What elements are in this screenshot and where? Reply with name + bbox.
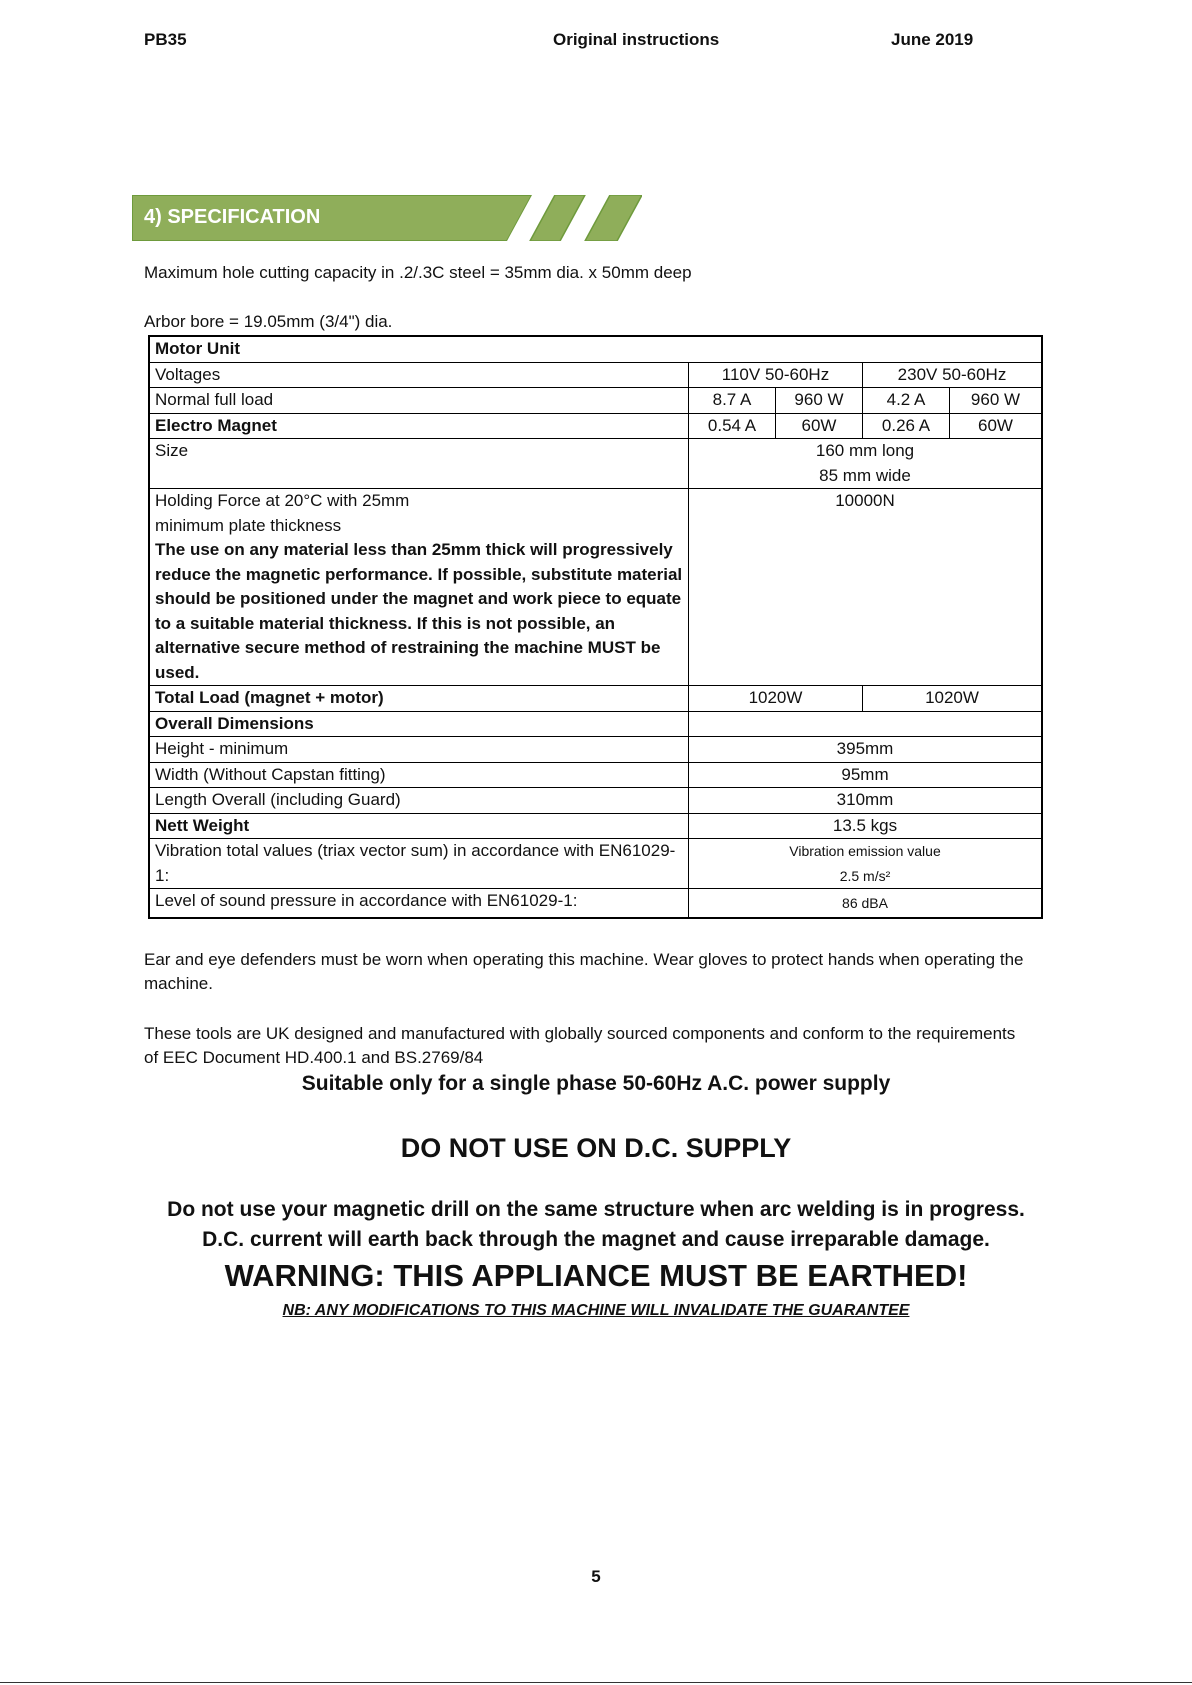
vibration-line2: 2.5 m/s²	[839, 867, 891, 884]
size-wide: 85 mm wide	[819, 465, 911, 485]
section-title: 4) SPECIFICATION	[144, 206, 321, 228]
full-load-amps-110: 8.7 A	[689, 388, 776, 414]
magnet-amps-110: 0.54 A	[689, 413, 776, 439]
table-row	[149, 439, 1042, 489]
holding-value: 10000N	[689, 489, 1043, 686]
table-row	[149, 336, 1042, 362]
holding-line2: minimum plate thickness	[155, 515, 342, 535]
vibration-value	[689, 839, 1043, 889]
page-number: 5	[591, 1567, 601, 1586]
length-label: Length Overall (including Guard)	[149, 788, 689, 814]
table-row	[149, 362, 1042, 388]
length-value: 310mm	[689, 788, 1043, 814]
size-label: Size	[149, 439, 689, 489]
single-phase-warning: Suitable only for a single phase 50-60Hz A.C. power supply	[301, 1072, 891, 1095]
height-value: 395mm	[689, 737, 1043, 763]
full-load-watts-110: 960 W	[776, 388, 863, 414]
table-row	[149, 388, 1042, 414]
table-row	[149, 788, 1042, 814]
overall-dimensions-empty	[689, 711, 1043, 737]
voltage-110: 110V 50-60Hz	[689, 362, 863, 388]
arc-welding-warning-2: D.C. current will earth back through the magnet and cause irreparable damage.	[202, 1228, 990, 1251]
page-bottom-rule	[0, 1682, 1192, 1683]
table-row	[149, 711, 1042, 737]
sound-label: Level of sound pressure in accordance with EN61029-1:	[149, 889, 689, 919]
full-load-label: Normal full load	[149, 388, 689, 414]
table-row	[149, 489, 1042, 686]
sound-value: 86 dBA	[689, 889, 1043, 919]
magnet-label: Electro Magnet	[149, 413, 689, 439]
size-long: 160 mm long	[815, 441, 915, 460]
table-row	[149, 813, 1042, 839]
overall-dimensions-heading: Overall Dimensions	[149, 711, 689, 737]
spec-table	[148, 335, 1043, 919]
vibration-line1: Vibration emission value	[789, 843, 941, 859]
width-value: 95mm	[689, 762, 1043, 788]
section-banner	[132, 195, 642, 241]
weight-label: Nett Weight	[149, 813, 689, 839]
weight-value: 13.5 kgs	[689, 813, 1043, 839]
vibration-label: Vibration total values (triax vector sum) in accordance with EN61029-1:	[149, 839, 689, 889]
full-load-watts-230: 960 W	[950, 388, 1043, 414]
table-row	[149, 762, 1042, 788]
earthed-warning: WARNING: THIS APPLIANCE MUST BE EARTHED!	[224, 1258, 968, 1293]
guarantee-note: NB: ANY MODIFICATIONS TO THIS MACHINE WILL INVALIDATE THE GUARANTEE	[282, 1302, 910, 1319]
magnet-amps-230: 0.26 A	[863, 413, 950, 439]
magnet-watts-230: 60W	[950, 413, 1043, 439]
holding-line1: Holding Force at 20°C with 25mm	[155, 491, 410, 510]
total-load-label: Total Load (magnet + motor)	[149, 686, 689, 712]
height-label: Height - minimum	[149, 737, 689, 763]
full-load-amps-230: 4.2 A	[863, 388, 950, 414]
header-date: June 2019	[891, 30, 974, 49]
table-row	[149, 686, 1042, 712]
arc-welding-warning-1: Do not use your magnetic drill on the same structure when arc welding is in progress.	[167, 1198, 1025, 1221]
voltage-230: 230V 50-60Hz	[863, 362, 1043, 388]
holding-label	[149, 489, 689, 686]
motor-unit-heading: Motor Unit	[149, 336, 1042, 362]
table-row	[149, 413, 1042, 439]
total-load-230: 1020W	[863, 686, 1043, 712]
table-row	[149, 737, 1042, 763]
design-note: These tools are UK designed and manufactured with globally sourced components and conform to the requirements of EEC Document HD.400.1 and BS.2769/84	[144, 1024, 1016, 1067]
total-load-110: 1020W	[689, 686, 863, 712]
table-row	[149, 889, 1042, 919]
arbor-text: Arbor bore = 19.05mm (3/4") dia.	[144, 312, 393, 331]
holding-warning: The use on any material less than 25mm thick will progressively reduce the magnetic performance. If possible, substitute material should be positioned under the magnet and work piece to equate to a suitable material thickness. If this is not possible, an alternative secure method of restraining the machine MUST be used.	[155, 540, 683, 682]
magnet-watts-110: 60W	[776, 413, 863, 439]
capacity-text: Maximum hole cutting capacity in .2/.3C steel = 35mm dia. x 50mm deep	[144, 263, 692, 282]
table-row	[149, 839, 1042, 889]
header-title: Original instructions	[553, 30, 720, 49]
voltages-label: Voltages	[149, 362, 689, 388]
width-label: Width (Without Capstan fitting)	[149, 762, 689, 788]
no-dc-warning: DO NOT USE ON D.C. SUPPLY	[400, 1133, 792, 1163]
defenders-note: Ear and eye defenders must be worn when operating this machine. Wear gloves to protect hands when operating the machine.	[144, 950, 1024, 993]
size-value	[689, 439, 1043, 489]
header-model: PB35	[144, 30, 187, 49]
